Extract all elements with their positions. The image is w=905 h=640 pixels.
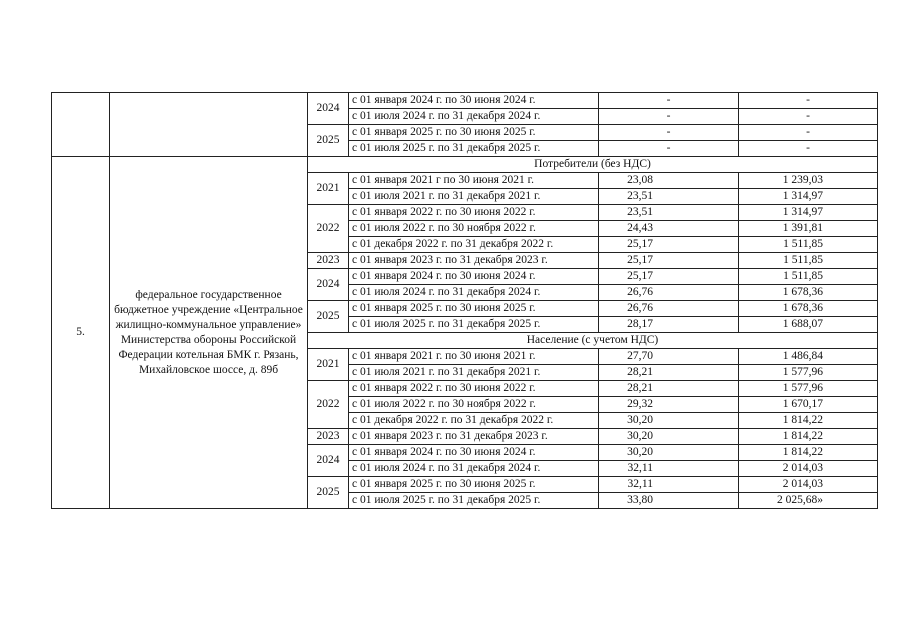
value-cell: - [739, 141, 878, 157]
value-cell: 23,51 [599, 205, 739, 221]
period-cell: с 01 января 2023 г. по 31 декабря 2023 г. [349, 253, 599, 269]
period-cell: с 01 декабря 2022 г. по 31 декабря 2022 г. [349, 237, 599, 253]
value-cell: - [599, 141, 739, 157]
period-cell: с 01 июля 2022 г. по 30 ноября 2022 г. [349, 397, 599, 413]
value-cell: 26,76 [599, 285, 739, 301]
year-cell: 2022 [308, 381, 349, 429]
year-cell: 2025 [308, 125, 349, 157]
period-cell: с 01 декабря 2022 г. по 31 декабря 2022 г. [349, 413, 599, 429]
period-cell: с 01 июля 2022 г. по 30 ноября 2022 г. [349, 221, 599, 237]
value-cell: 1 577,96 [739, 365, 878, 381]
value-cell: - [599, 109, 739, 125]
value-cell: - [739, 125, 878, 141]
period-cell: с 01 июля 2021 г. по 31 декабря 2021 г. [349, 365, 599, 381]
value-cell: 32,11 [599, 477, 739, 493]
value-cell: 23,08 [599, 173, 739, 189]
value-cell: 28,17 [599, 317, 739, 333]
entry-number-cell: 5. [52, 157, 110, 509]
value-cell: - [599, 125, 739, 141]
year-cell: 2022 [308, 205, 349, 253]
year-cell: 2021 [308, 173, 349, 205]
entry-number-cell [52, 93, 110, 157]
value-cell: 1 577,96 [739, 381, 878, 397]
period-cell: с 01 января 2022 г. по 30 июня 2022 г. [349, 381, 599, 397]
period-cell: с 01 января 2025 г. по 30 июня 2025 г. [349, 125, 599, 141]
value-cell: 29,32 [599, 397, 739, 413]
value-cell: 27,70 [599, 349, 739, 365]
value-cell: 25,17 [599, 269, 739, 285]
period-cell: с 01 января 2024 г. по 30 июня 2024 г. [349, 445, 599, 461]
value-cell: 1 314,97 [739, 189, 878, 205]
value-cell: 25,17 [599, 253, 739, 269]
year-cell: 2025 [308, 477, 349, 509]
value-cell: 26,76 [599, 301, 739, 317]
period-cell: с 01 января 2024 г. по 30 июня 2024 г. [349, 93, 599, 109]
period-cell: с 01 января 2022 г. по 30 июня 2022 г. [349, 205, 599, 221]
value-cell: 1 688,07 [739, 317, 878, 333]
value-cell: 25,17 [599, 237, 739, 253]
section-title-consumers: Потребители (без НДС) [308, 157, 878, 173]
table-row [52, 157, 878, 173]
value-cell: 28,21 [599, 381, 739, 397]
value-cell: - [739, 109, 878, 125]
tariff-table [51, 92, 878, 509]
table-row [52, 93, 878, 109]
value-cell: - [599, 93, 739, 109]
value-cell: 1 814,22 [739, 429, 878, 445]
value-cell: 1 391,81 [739, 221, 878, 237]
organization-cell [110, 93, 308, 157]
value-cell: 1 486,84 [739, 349, 878, 365]
value-cell: 1 314,97 [739, 205, 878, 221]
period-cell: с 01 июля 2021 г. по 31 декабря 2021 г. [349, 189, 599, 205]
value-cell: - [739, 93, 878, 109]
value-cell: 1 814,22 [739, 445, 878, 461]
value-cell: 30,20 [599, 413, 739, 429]
value-cell: 1 239,03 [739, 173, 878, 189]
period-cell: с 01 января 2021 г по 30 июня 2021 г. [349, 173, 599, 189]
period-cell: с 01 января 2025 г. по 30 июня 2025 г. [349, 301, 599, 317]
value-cell: 33,80 [599, 493, 739, 509]
value-cell: 32,11 [599, 461, 739, 477]
value-cell: 2 014,03 [739, 477, 878, 493]
period-cell: с 01 июля 2024 г. по 31 декабря 2024 г. [349, 461, 599, 477]
period-cell: с 01 июля 2025 г. по 31 декабря 2025 г. [349, 493, 599, 509]
section-title-population: Население (с учетом НДС) [308, 333, 878, 349]
period-cell: с 01 июля 2024 г. по 31 декабря 2024 г. [349, 285, 599, 301]
value-cell: 2 014,03 [739, 461, 878, 477]
period-cell: с 01 января 2025 г. по 30 июня 2025 г. [349, 477, 599, 493]
value-cell: 24,43 [599, 221, 739, 237]
year-cell: 2024 [308, 445, 349, 477]
period-cell: с 01 июля 2024 г. по 31 декабря 2024 г. [349, 109, 599, 125]
year-cell: 2024 [308, 269, 349, 301]
year-cell: 2021 [308, 349, 349, 381]
value-cell: 1 511,85 [739, 253, 878, 269]
organization-cell: федеральное государственное бюджетное учреждение «Центральное жилищно-коммунальное управление» Министерства обороны Российской Федерации котельная БМК г. Рязань, Михайловское шоссе, д. 89б [110, 157, 308, 509]
year-cell: 2023 [308, 253, 349, 269]
value-cell: 30,20 [599, 429, 739, 445]
period-cell: с 01 января 2021 г. по 30 июня 2021 г. [349, 349, 599, 365]
value-cell: 23,51 [599, 189, 739, 205]
period-cell: с 01 января 2024 г. по 30 июня 2024 г. [349, 269, 599, 285]
value-cell: 1 678,36 [739, 301, 878, 317]
value-cell: 30,20 [599, 445, 739, 461]
year-cell: 2024 [308, 93, 349, 125]
year-cell: 2025 [308, 301, 349, 333]
value-cell: 1 814,22 [739, 413, 878, 429]
value-cell: 1 678,36 [739, 285, 878, 301]
value-cell: 2 025,68» [739, 493, 878, 509]
period-cell: с 01 июля 2025 г. по 31 декабря 2025 г. [349, 141, 599, 157]
year-cell: 2023 [308, 429, 349, 445]
value-cell: 28,21 [599, 365, 739, 381]
period-cell: с 01 июля 2025 г. по 31 декабря 2025 г. [349, 317, 599, 333]
value-cell: 1 511,85 [739, 237, 878, 253]
value-cell: 1 511,85 [739, 269, 878, 285]
period-cell: с 01 января 2023 г. по 31 декабря 2023 г. [349, 429, 599, 445]
value-cell: 1 670,17 [739, 397, 878, 413]
